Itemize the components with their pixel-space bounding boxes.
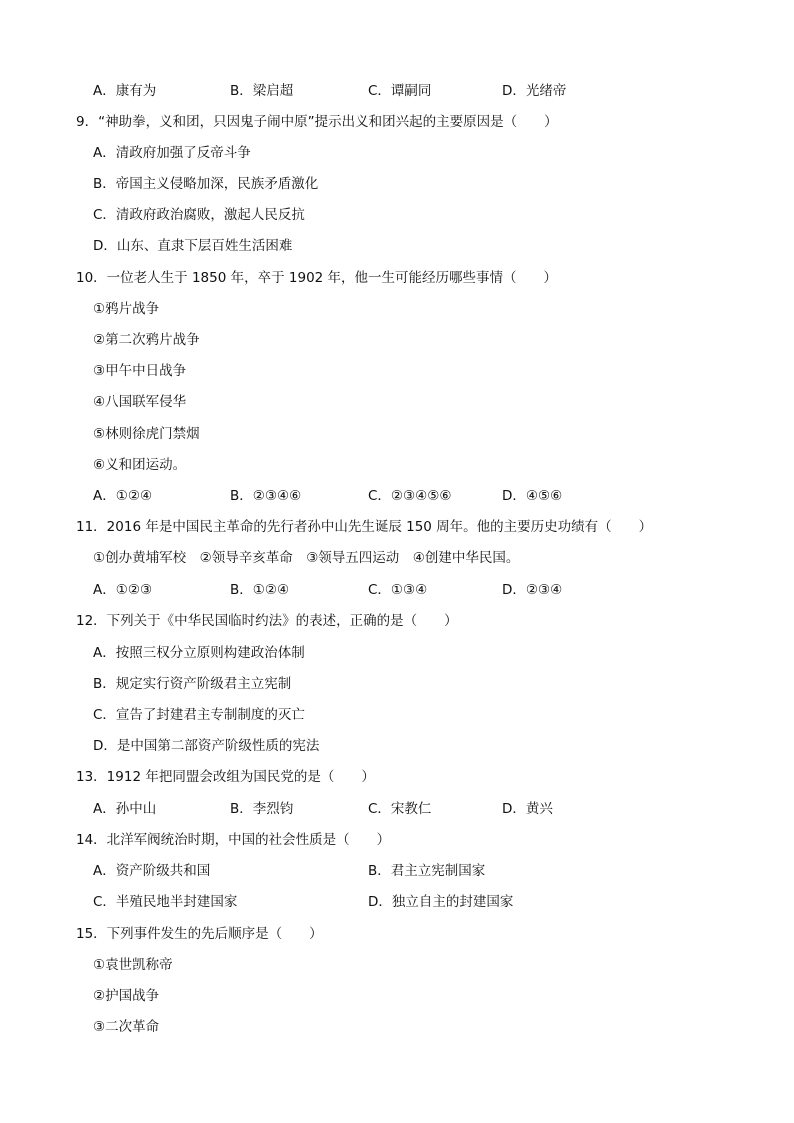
list-item: ①创办黄埔军校 ②领导辛亥革命 ③领导五四运动 ④创建中华民国。 [93, 550, 520, 566]
list-item: ①鸦片战争 [93, 301, 160, 317]
option-c[interactable]: C．谭嗣同 [368, 83, 432, 99]
question-stem: 11．2016 年是中国民主革命的先行者孙中山先生诞辰 150 周年。他的主要历史功绩有（ ） [76, 519, 653, 535]
list-item: ⑥义和团运动。 [93, 457, 187, 473]
option-a[interactable]: A．①②③ [93, 582, 153, 598]
question-stem: 15．下列事件发生的先后顺序是（ ） [76, 926, 323, 942]
option-a[interactable]: A．按照三权分立原则构建政治体制 [93, 645, 305, 661]
list-item: ③甲午中日战争 [93, 363, 187, 379]
option-d[interactable]: D．④⑤⑥ [502, 488, 563, 504]
option-c[interactable]: C．宣告了封建君主专制制度的灭亡 [93, 707, 305, 723]
list-item: ②第二次鸦片战争 [93, 332, 200, 348]
question-stem: 10．一位老人生于 1850 年，卒于 1902 年，他一生可能经历哪些事情（ ） [76, 270, 558, 286]
option-b[interactable]: B．①②④ [230, 582, 290, 598]
option-c[interactable]: C．半殖民地半封建国家 [93, 894, 238, 910]
option-c[interactable]: C．清政府政治腐败，激起人民反抗 [93, 207, 305, 223]
option-d[interactable]: D．独立自主的封建国家 [368, 894, 514, 910]
list-item: ①袁世凯称帝 [93, 957, 173, 973]
list-item: ⑤林则徐虎门禁烟 [93, 426, 200, 442]
option-c[interactable]: C．①③④ [368, 582, 428, 598]
option-a[interactable]: A．①②④ [93, 488, 153, 504]
option-b[interactable]: B．规定实行资产阶级君主立宪制 [93, 676, 292, 692]
option-d[interactable]: D．②③④ [502, 582, 563, 598]
option-d[interactable]: D．黄兴 [502, 801, 553, 817]
question-stem: 13．1912 年把同盟会改组为国民党的是（ ） [76, 769, 375, 785]
list-item: ②护国战争 [93, 988, 160, 1004]
list-item: ④八国联军侵华 [93, 394, 187, 410]
question-stem: 9．“神助拳，义和团，只因鬼子闹中原”提示出义和团兴起的主要原因是（ ） [76, 114, 558, 130]
option-b[interactable]: B．君主立宪制国家 [368, 863, 486, 879]
question-stem: 14．北洋军阀统治时期，中国的社会性质是（ ） [76, 832, 391, 848]
option-b[interactable]: B．李烈钧 [230, 801, 294, 817]
option-d[interactable]: D．山东、直隶下层百姓生活困难 [93, 238, 293, 254]
list-item: ③二次革命 [93, 1019, 160, 1035]
option-a[interactable]: A．孙中山 [93, 801, 157, 817]
option-a[interactable]: A．清政府加强了反帝斗争 [93, 145, 251, 161]
option-c[interactable]: C．宋教仁 [368, 801, 432, 817]
option-b[interactable]: B．梁启超 [230, 83, 294, 99]
option-b[interactable]: B．②③④⑥ [230, 488, 302, 504]
option-a[interactable]: A．资产阶级共和国 [93, 863, 211, 879]
option-c[interactable]: C．②③④⑤⑥ [368, 488, 452, 504]
option-d[interactable]: D．是中国第二部资产阶级性质的宪法 [93, 738, 320, 754]
option-d[interactable]: D．光绪帝 [502, 83, 567, 99]
option-b[interactable]: B．帝国主义侵略加深，民族矛盾激化 [93, 176, 319, 192]
option-a[interactable]: A．康有为 [93, 83, 157, 99]
question-stem: 12．下列关于《中华民国临时约法》的表述，正确的是（ ） [76, 613, 458, 629]
